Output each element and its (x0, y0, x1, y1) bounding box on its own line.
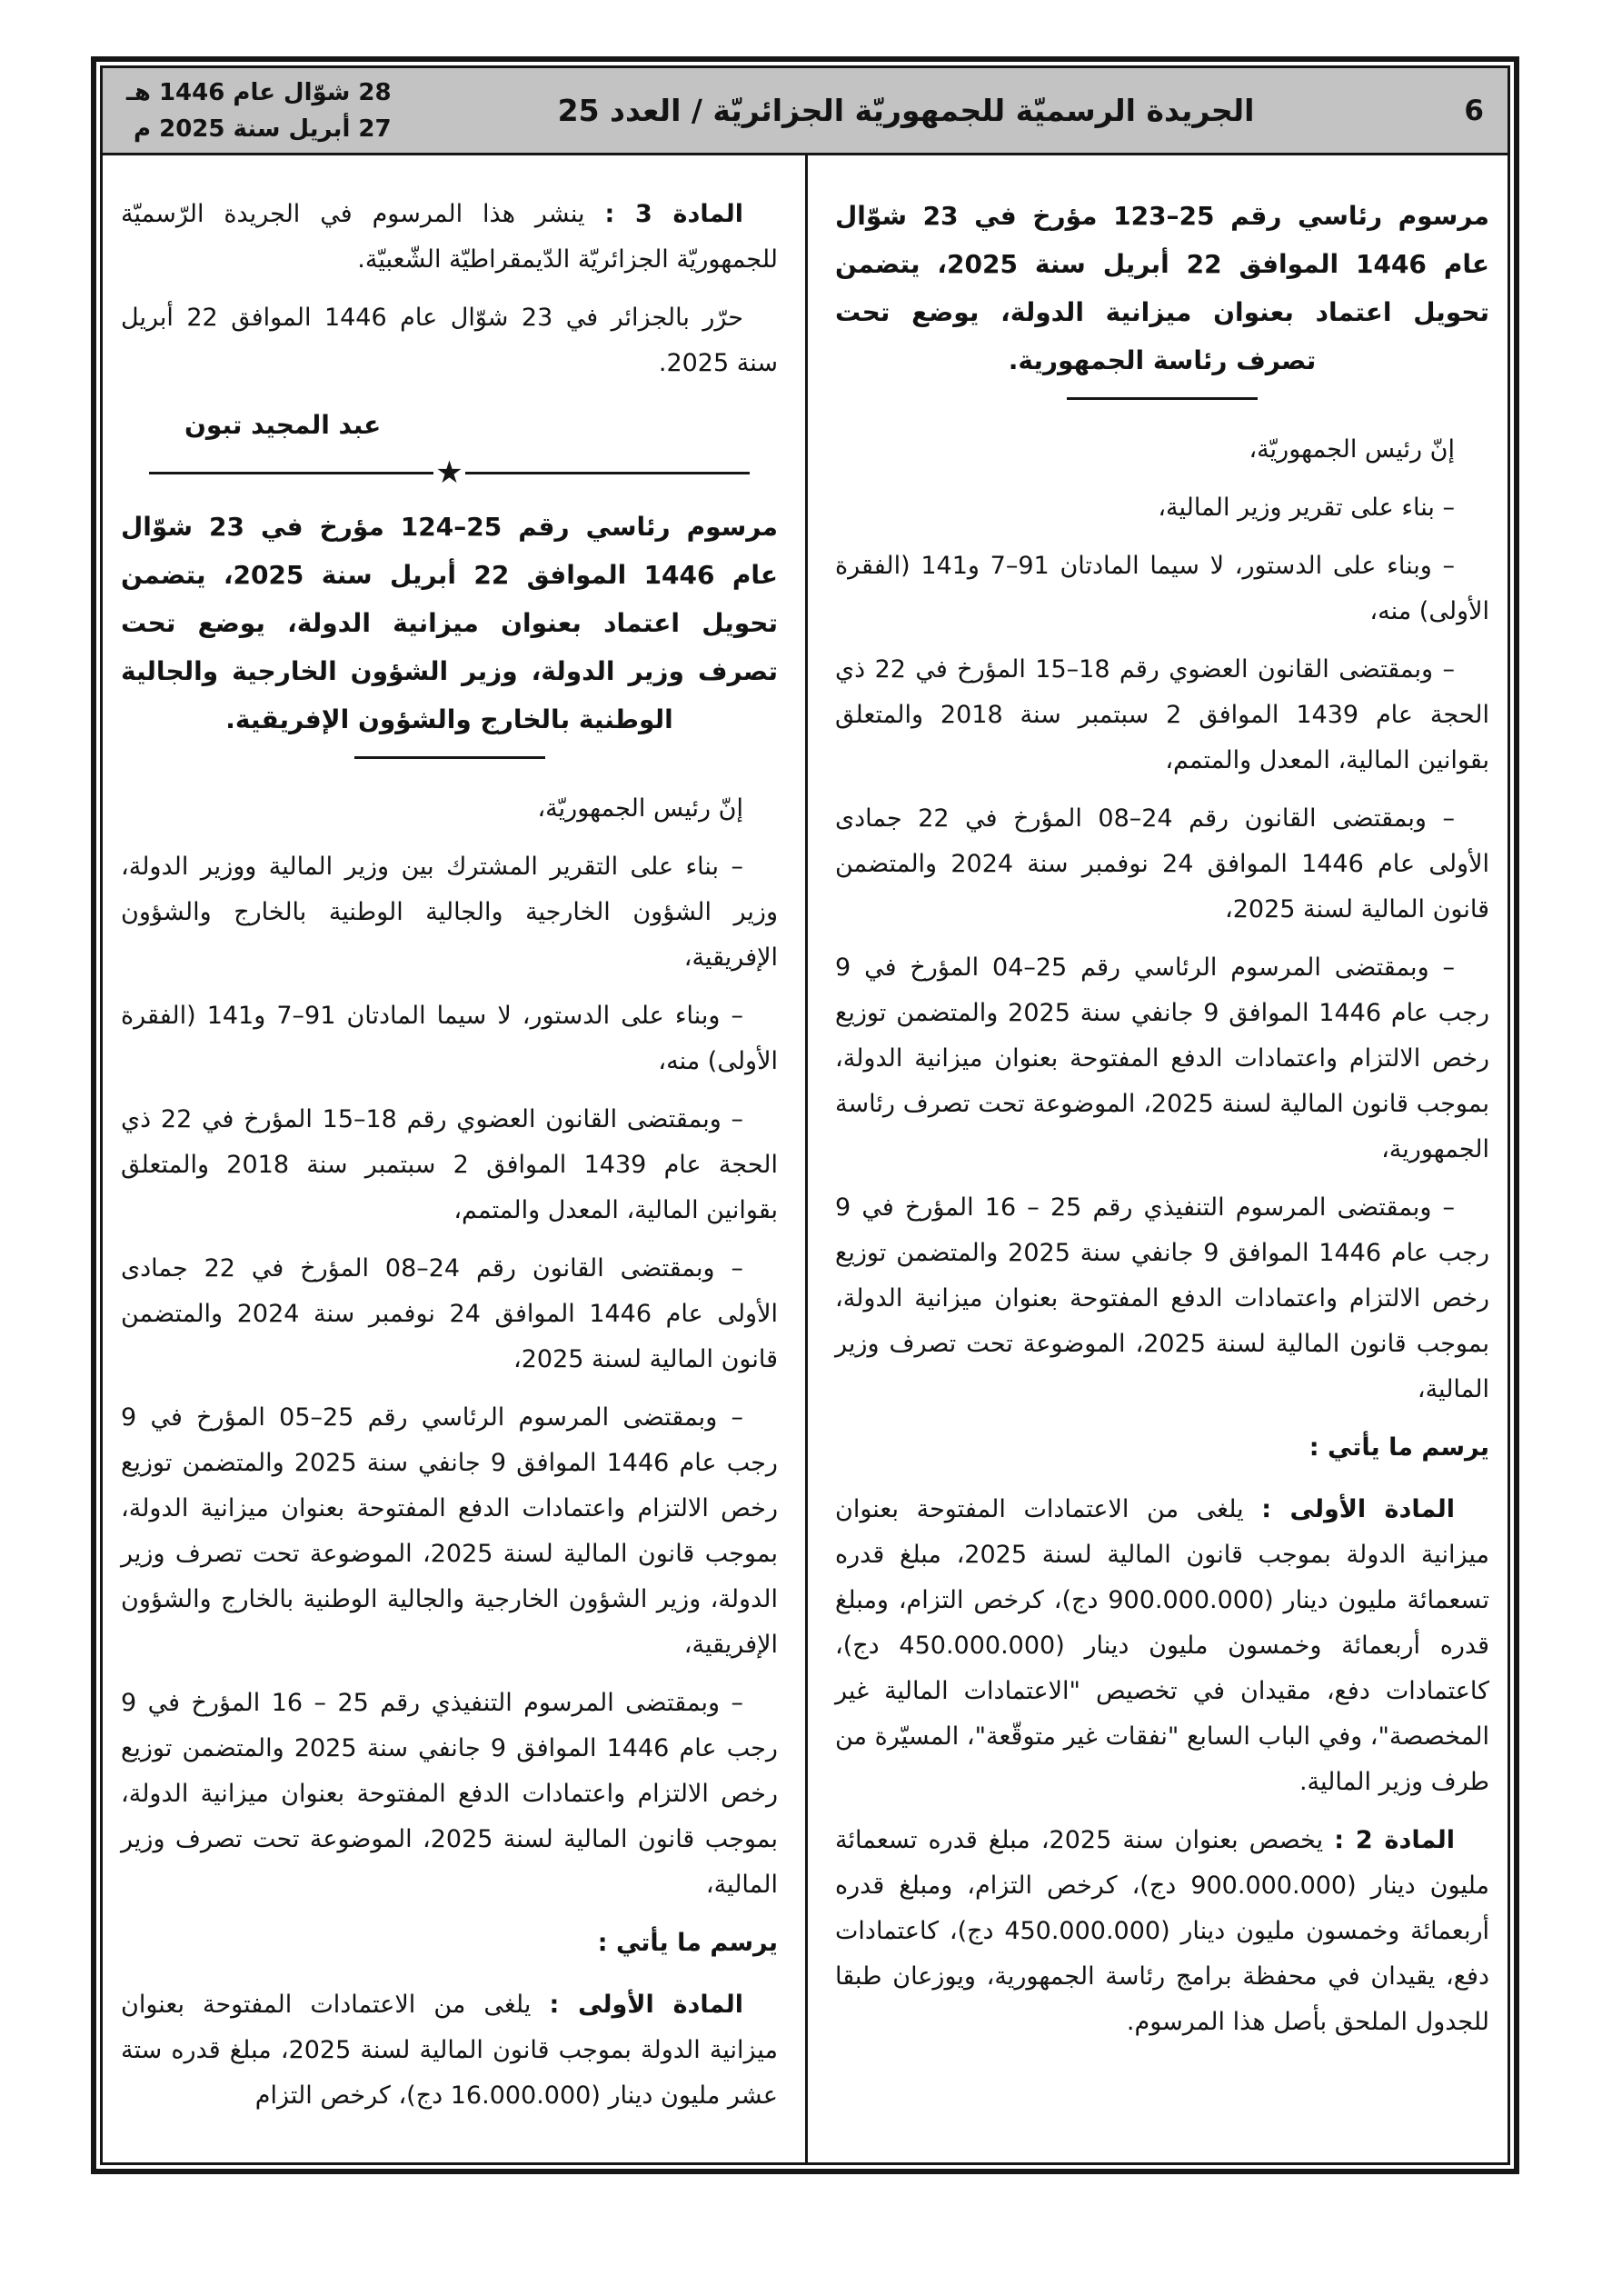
article-1 (835, 1487, 1489, 1805)
recital-paragraph: – وبمقتضى المرسوم الرئاسي رقم 25–04 المؤرخ في 9 رجب عام 1446 الموافق 9 جانفي سنة 2025 والمتضمن توزيع رخص الالتزام واعتمادات الدفع المفتوحة بعنوان ميزانية الدولة، بموجب قانون المالية لسنة 2025، الموضوعة تحت تصرف رئاسة الجمهورية، (835, 953, 1489, 1163)
article-3 (121, 192, 778, 283)
article-3-text: ينشر هذا المرسوم في الجريدة الرّسميّة للجمهوريّة الجزائريّة الدّيمقراطيّة الشّعبيّة. (121, 200, 778, 274)
column-decree-123 (805, 155, 1508, 2162)
article-2 (835, 1818, 1489, 2045)
body-columns (103, 155, 1508, 2162)
article-1-text: يلغى من الاعتمادات المفتوحة بعنوان ميزانية الدولة بموجب قانون المالية لسنة 2025، مبلغ قدره ستة عشر مليون دينار (16.000.000 دج)، كرخص التزام (121, 1991, 778, 2110)
recital-paragraph: – بناء على تقرير وزير المالية، (1158, 494, 1455, 522)
recital-paragraph: – وبمقتضى القانون العضوي رقم 18–15 المؤرخ في 22 ذي الحجة عام 1439 الموافق 2 سبتمبر سنة 2018 والمتعلق بقوانين المالية، المعدل والمتمم، (121, 1105, 778, 1224)
page-frame-inner (100, 65, 1510, 2165)
recital-paragraph: – وبمقتضى المرسوم التنفيذي رقم 25 – 16 المؤرخ في 9 رجب عام 1446 الموافق 9 جانفي سنة 2025 والمتضمن توزيع رخص الالتزام واعتمادات الدفع المفتوحة بعنوان ميزانية الدولة، بموجب قانون المالية لسنة 2025، الموضوعة تحت تصرف وزير المالية، (121, 1689, 778, 1899)
star-icon: ★ (435, 454, 463, 491)
hijri-date: 28 شوّال عام 1446 هـ (126, 78, 392, 106)
preamble: إنّ رئيس الجمهوريّة، (1249, 435, 1455, 464)
star-separator (150, 454, 750, 491)
page-number: 6 (1464, 94, 1484, 127)
page-frame (91, 56, 1519, 2174)
gregorian-date: 27 أبريل سنة 2025 م (134, 115, 392, 143)
separator-segment (149, 472, 433, 474)
recital-paragraph: – وبمقتضى القانون العضوي رقم 18–15 المؤرخ في 22 ذي الحجة عام 1439 الموافق 2 سبتمبر سنة 2018 والمتعلق بقوانين المالية، المعدل والمتمم، (835, 655, 1489, 774)
recital-paragraph: – بناء على التقرير المشترك بين وزير المالية ووزير الدولة، وزير الشؤون الخارجية والجالية الوطنية بالخارج والشؤون الإفريقية، (121, 853, 778, 972)
separator-line (354, 756, 545, 759)
decree-clause: يرسم ما يأتي : (1309, 1433, 1489, 1462)
masthead-dates (103, 75, 401, 147)
signature: عبد المجيد تبون (184, 410, 382, 440)
article-1 (121, 1982, 778, 2119)
recital-paragraph: – وبناء على الدستور، لا سيما المادتان 91–7 و141 (الفقرة الأولى) منه، (835, 552, 1489, 625)
issued-at: حرّر بالجزائر في 23 شوّال عام 1446 الموافق 22 أبريل سنة 2025. (121, 304, 778, 377)
article-1-text: يلغى من الاعتمادات المفتوحة بعنوان ميزانية الدولة بموجب قانون المالية لسنة 2025، مبلغ قدره تسعمائة مليون دينار (900.000.000 دج)، كرخص التزام، ومبلغ قدره أربعمائة وخمسون مليون دينار (450.000.000 دج)، كاعتمادات دفع، مقيدان في تخصيص "الاعتمادات المالية غير المخصصة"، وفي الباب السابع "نفقات غير متوقّعة"، المسيّرة من طرف وزير المالية. (835, 1495, 1490, 1796)
decree-124-title: مرسوم رئاسي رقم 25–124 مؤرخ في 23 شوّال عام 1446 الموافق 22 أبريل سنة 2025، يتضمن تحويل اعتماد بعنوان ميزانية الدولة، يوضع تحت تصرف وزير الدولة، وزير الشؤون الخارجية والجالية الوطنية بالخارج والشؤون الإفريقية. (121, 512, 778, 734)
column-decree-124 (103, 155, 805, 2162)
recital-paragraph: – وبمقتضى القانون رقم 24–08 المؤرخ في 22 جمادى الأولى عام 1446 الموافق 24 نوفمبر سنة 2024 والمتضمن قانون المالية لسنة 2025، (835, 804, 1489, 923)
masthead (103, 68, 1508, 155)
recital-paragraph: – وبمقتضى القانون رقم 24–08 المؤرخ في 22 جمادى الأولى عام 1446 الموافق 24 نوفمبر سنة 2024 والمتضمن قانون المالية لسنة 2025، (121, 1254, 778, 1373)
decree-123-title: مرسوم رئاسي رقم 25–123 مؤرخ في 23 شوّال عام 1446 الموافق 22 أبريل سنة 2025، يتضمن تحويل اعتماد بعنوان ميزانية الدولة، يوضع تحت تصرف رئاسة الجمهورية. (835, 201, 1490, 375)
article-1-label: المادة الأولى : (1261, 1495, 1455, 1523)
separator-line (1067, 397, 1258, 400)
article-3-label: المادة 3 : (604, 200, 743, 228)
preamble: إنّ رئيس الجمهوريّة، (537, 794, 743, 823)
recital-paragraph: – وبناء على الدستور، لا سيما المادتان 91–7 و141 (الفقرة الأولى) منه، (121, 1002, 778, 1075)
separator-segment (465, 472, 750, 474)
journal-title: الجريدة الرسميّة للجمهوريّة الجزائريّة / العدد 25 (557, 93, 1255, 128)
recital-paragraph: – وبمقتضى المرسوم الرئاسي رقم 25–05 المؤرخ في 9 رجب عام 1446 الموافق 9 جانفي سنة 2025 والمتضمن توزيع رخص الالتزام واعتمادات الدفع المفتوحة بعنوان ميزانية الدولة، بموجب قانون المالية لسنة 2025، الموضوعة تحت تصرف وزير الدولة، وزير الشؤون الخارجية والجالية الوطنية بالخارج والشؤون الإفريقية، (121, 1403, 778, 1659)
article-2-label: المادة 2 : (1334, 1826, 1455, 1854)
decree-clause: يرسم ما يأتي : (597, 1929, 778, 1957)
article-2-text: يخصص بعنوان سنة 2025، مبلغ قدره تسعمائة مليون دينار (900.000.000 دج)، كرخص التزام، ومبلغ قدره أربعمائة وخمسون مليون دينار (450.000.000 دج)، كاعتمادات دفع، يقيدان في محفظة برامج رئاسة الجمهورية، ويوزعان طبقا للجدول الملحق بأصل هذا المرسوم. (835, 1826, 1489, 2036)
recital-paragraph: – وبمقتضى المرسوم التنفيذي رقم 25 – 16 المؤرخ في 9 رجب عام 1446 الموافق 9 جانفي سنة 2025 والمتضمن توزيع رخص الالتزام واعتمادات الدفع المفتوحة بعنوان ميزانية الدولة، بموجب قانون المالية لسنة 2025، الموضوعة تحت تصرف وزير المالية، (835, 1193, 1489, 1403)
article-1-label: المادة الأولى : (549, 1991, 743, 2019)
